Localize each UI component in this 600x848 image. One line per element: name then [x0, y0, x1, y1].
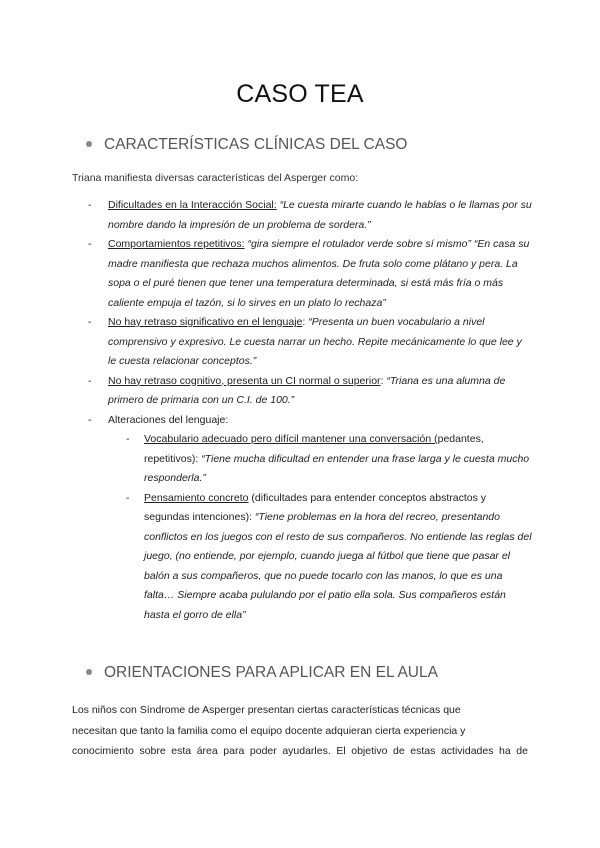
item-quote: “Triana es una alumna de primero de primaria con un C.I. de 100.” [108, 374, 506, 406]
item-quote: “Le cuesta mirarte cuando le hablas o le llamas por su nombre dando la impresión de un problema de sordera.” [108, 199, 532, 231]
section-heading-text: CARACTERÍSTICAS CLÍNICAS DEL CASO [104, 136, 408, 153]
paragraph-line: necesitan que tanto la familia como el equipo docente adquieran cierta experiencia y [72, 724, 466, 737]
item-separator: : [302, 316, 309, 328]
section-heading-clinical [86, 136, 407, 154]
item-label: Vocabulario adecuado pero difícil mantener una conversación ( [144, 433, 438, 445]
characteristics-list [72, 196, 532, 625]
dash-bullet: - [126, 433, 130, 445]
paragraph-line: Los niños con Síndrome de Asperger presentan ciertas características técnicas que [72, 704, 461, 716]
document-title: CASO TEA [236, 80, 364, 108]
list-item [72, 313, 532, 372]
bullet-dot-icon [86, 669, 92, 675]
item-plain: (dificultades para entender conceptos abstractos y segundas intenciones): [144, 491, 487, 523]
item-plain: pedantes, repetitivos): [144, 433, 484, 465]
item-label: Dificultades en la Interacción Social: [108, 199, 277, 211]
list-item [72, 372, 532, 411]
paragraph-line: conocimiento sobre esta área para poder ayudarles. El objetivo de estas actividades ha de [72, 745, 528, 757]
section-heading-orientaciones [86, 664, 438, 682]
dash-bullet: - [88, 374, 92, 387]
sub-list-item [72, 489, 532, 626]
list-item [72, 235, 532, 313]
dash-bullet: - [88, 199, 92, 211]
item-quote: “gira siempre el rotulador verde sobre sí mismo” “En casa su madre manifiesta que rechaza muchos alimentos. De fruta solo come plátano y pera. La sopa o el puré tienen que tener una temperatura determinada, si está más fría o más caliente empuja el tazón, si lo sirves en un plato lo rechaza” [108, 238, 530, 309]
bullet-dot-icon [86, 141, 92, 147]
dash-bullet: - [88, 316, 92, 328]
item-label: Comportamientos repetitivos: [108, 238, 245, 250]
intro-text: Triana manifiesta diversas características del Asperger como: [72, 172, 359, 184]
list-item [72, 196, 532, 235]
section-heading-text: ORIENTACIONES PARA APLICAR EN EL AULA [104, 664, 438, 681]
dash-bullet: - [88, 413, 92, 426]
item-label: Pensamiento concreto [144, 491, 249, 504]
list-item [72, 411, 532, 431]
sub-list-item [72, 430, 532, 489]
dash-bullet: - [88, 238, 92, 250]
item-quote: “Presenta un buen vocabulario a nivel comprensivo y expresivo. Le cuesta narrar un hecho. Repite mecánicamente lo que lee y le cuesta relacionar conceptos.” [108, 316, 522, 367]
item-label: No hay retraso cognitivo, presenta un CI normal o superior [108, 374, 381, 387]
orientaciones-paragraph [72, 700, 528, 762]
dash-bullet: - [126, 491, 130, 504]
item-separator: : [380, 374, 387, 387]
item-plain: Alteraciones del lenguaje: [108, 413, 229, 426]
item-label: No hay retraso significativo en el lenguaje [108, 316, 303, 328]
item-quote: “Tiene mucha dificultad en entender una frase larga y le cuesta mucho responderla.” [144, 452, 530, 484]
item-quote: “Tiene problemas en la hora del recreo, presentando conflictos en los juegos con el resto de sus compañeros. No entiende las reglas del juego, (no entiende, por ejemplo, cuando juega al fútbol que tiene que pasar el balón a sus compañeros, que no puede tocarlo con las manos, lo que es una falta… Siempre acaba pululando por el patio ella sola. Sus compañeros están hasta el gorro de ella” [144, 511, 532, 621]
